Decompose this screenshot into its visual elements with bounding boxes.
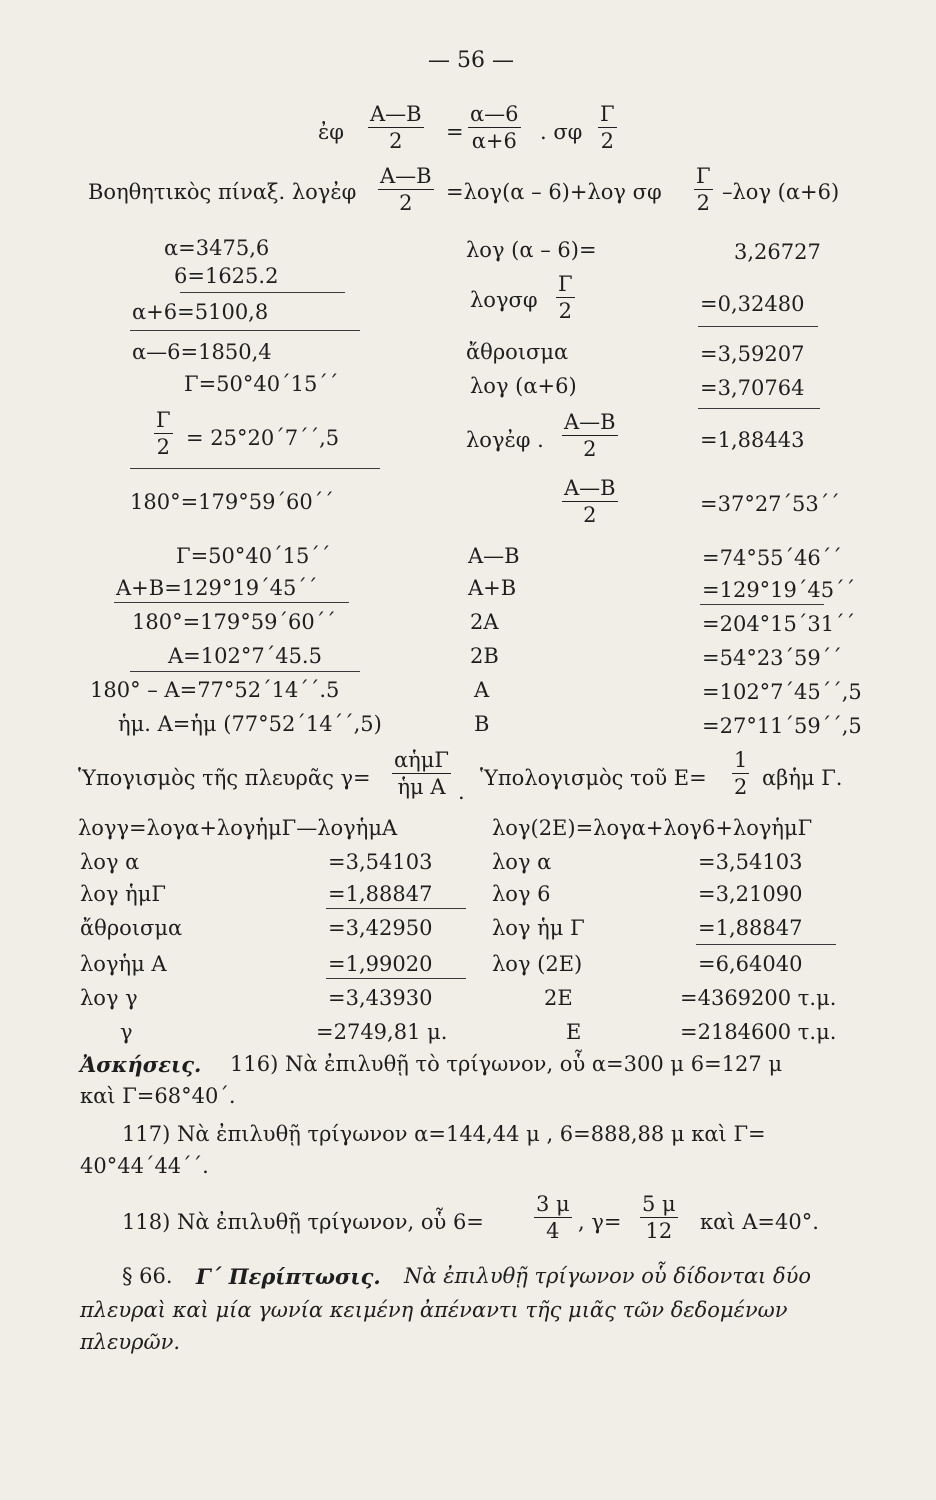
b2-right-2: =204°15΄31΄΄ (702, 612, 856, 636)
fraction-numerator: Γ (696, 164, 711, 188)
formula-lhs-prefix: ἐφ (318, 120, 344, 144)
exercise-118-prefix: 118) Νὰ ἐπιλυθῇ τρίγωνον, οὗ 6= (122, 1210, 484, 1234)
fraction-denominator: 2 (600, 129, 614, 153)
formula-lhs-fraction (368, 104, 424, 152)
side-left-fraction (392, 750, 451, 798)
aux-suffix: –λογ (α+6) (722, 180, 840, 204)
b1-right-2: =3,59207 (700, 342, 805, 366)
side-left-post: . (458, 780, 465, 804)
b2-right-4: =102°7΄45΄΄,5 (702, 680, 862, 704)
exercise-118-mid: , γ= (578, 1210, 622, 1234)
aux-mid: =λογ(α – 6)+λογ σφ (446, 180, 662, 204)
exercise-117-line2: 40°44΄44΄΄. (80, 1154, 209, 1178)
fraction-denominator: 4 (546, 1219, 560, 1243)
b1-left-0: α=3475,6 (164, 236, 270, 260)
fraction-numerator: Γ (156, 408, 171, 432)
b1-ab-result-fraction (562, 478, 618, 526)
fraction-denominator: 2 (696, 191, 710, 215)
b3-right-label-1: λογ 6 (492, 882, 551, 906)
b3-left-label-4: λογ γ (80, 986, 138, 1010)
formula-equals: = (446, 120, 464, 144)
section-line2: πλευραὶ καὶ μία γωνία κειμένη ἀπέναντι τῆς μιᾶς τῶν δεδομένων (80, 1298, 788, 1322)
b1-mid-3: λογ (α+6) (470, 374, 577, 398)
section-line3: πλευρῶν. (80, 1330, 181, 1354)
section-line1: Νὰ ἐπιλυθῇ τρίγωνον οὗ δίδονται δύο (404, 1264, 812, 1288)
b1-left-1: 6=1625.2 (174, 264, 279, 288)
side-right-fraction (732, 750, 749, 798)
b3-left-label-5: γ (120, 1020, 133, 1044)
b3-rule-1 (326, 908, 466, 909)
fraction-numerator: Γ (558, 272, 573, 296)
exercise-116-line1: 116) Νὰ ἐπιλυθῇ τὸ τρίγωνον, οὗ α=300 μ 6=127 μ (230, 1052, 783, 1076)
b3-right-label-4: 2E (544, 986, 573, 1010)
b1-rule-1 (180, 292, 345, 293)
fraction-numerator: A—B (564, 476, 616, 500)
b3-left-value-0: =3,54103 (328, 850, 433, 874)
b1-left-6: 180°=179°59΄60΄΄ (130, 490, 334, 514)
formula-rhs-fraction (598, 104, 617, 152)
b2-mid-1: A+B (468, 576, 517, 600)
b3-left-label-1: λογ ἡμΓ (80, 882, 166, 906)
b1-right-5: =37°27΄53΄΄ (700, 492, 840, 516)
b1-right-0: 3,26727 (734, 240, 821, 264)
b1-left-4: Γ=50°40΄15΄΄ (184, 372, 339, 396)
fraction-denominator: 2 (389, 129, 403, 153)
page-number: — 56 — (428, 48, 514, 73)
aux-fraction-ab (378, 166, 434, 214)
b2-mid-0: A—B (468, 544, 520, 568)
b3-right-label-2: λογ ἡμ Γ (492, 916, 585, 940)
b2-left-0: Γ=50°40΄15΄΄ (176, 544, 331, 568)
b1-right-1: =0,32480 (700, 292, 805, 316)
fraction-denominator: 12 (645, 1219, 673, 1243)
b1-half-gamma-fraction (154, 410, 173, 458)
b3-right-value-5: =2184600 τ.μ. (680, 1020, 837, 1044)
b3-right-value-2: =1,88847 (698, 916, 803, 940)
b2-right-0: =74°55΄46΄΄ (702, 546, 842, 570)
b2-mid-5: B (474, 712, 490, 736)
b2-left-4: 180° – A=77°52΄14΄΄.5 (90, 678, 340, 702)
b2-left-2: 180°=179°59΄60΄΄ (132, 610, 336, 634)
b1-left-5: = 25°20΄7΄΄,5 (186, 426, 340, 450)
fraction-denominator: 2 (583, 503, 597, 527)
b3-right-value-0: =3,54103 (698, 850, 803, 874)
fraction-numerator: A—B (564, 410, 616, 434)
b3-left-value-2: =3,42950 (328, 916, 433, 940)
b1-rule-3 (130, 468, 380, 469)
b3-rule-3 (696, 944, 836, 945)
b3-left-label-0: λογ α (80, 850, 140, 874)
b1-mid-1: λογσφ (470, 288, 538, 312)
b3-left-value-4: =3,43930 (328, 986, 433, 1010)
exercises-heading: Ἀσκήσεις. (80, 1052, 202, 1077)
b3-rule-2 (326, 978, 466, 979)
fraction-numerator: Γ (600, 102, 615, 126)
b2-mid-2: 2A (470, 610, 499, 634)
b1-mid-gamma-fraction (556, 274, 575, 322)
fraction-denominator: 2 (558, 299, 572, 323)
b1-left-2: α+6=5100,8 (132, 300, 269, 324)
fraction-numerator: A—B (380, 164, 432, 188)
b3-left-label-2: ἄθροισμα (80, 916, 183, 940)
b1-rule-2 (130, 330, 360, 331)
section-label: § 66. (122, 1264, 173, 1288)
exercise-117-line1: 117) Νὰ ἐπιλυθῇ τρίγωνον α=144,44 μ , 6=888,88 μ καὶ Γ= (122, 1122, 766, 1146)
b2-rule-3 (700, 604, 824, 605)
b2-rule-1 (114, 602, 349, 603)
b3-left-value-1: =1,88847 (328, 882, 433, 906)
formula-mid-post: . σφ (540, 120, 583, 144)
b1-mid-4: λογἐφ . (466, 428, 544, 452)
fraction-denominator: 2 (583, 437, 597, 461)
section-title: Γ΄ Περίπτωσις. (196, 1264, 381, 1289)
fraction-numerator: 1 (734, 748, 748, 772)
b1-left-3: α—6=1850,4 (132, 340, 272, 364)
fraction-denominator: ἡμ A (397, 775, 446, 799)
b1-mid-ab-fraction (562, 412, 618, 460)
b2-left-5: ἡμ. A=ἡμ (77°52΄14΄΄,5) (118, 712, 382, 736)
fraction-denominator: α+6 (471, 129, 517, 153)
side-right-heading: Ὑπολογισμὸς τοῦ E= (480, 766, 707, 790)
exercise-116-line2: καὶ Γ=68°40΄. (80, 1084, 236, 1108)
b2-rule-2 (130, 671, 360, 672)
fraction-denominator: 2 (156, 435, 170, 459)
b3-left-label-3: λογἡμ A (80, 952, 167, 976)
b3-left-formula: λογγ=λογα+λογἡμΓ—λογἡμA (78, 816, 398, 840)
b2-right-3: =54°23΄59΄΄ (702, 646, 842, 670)
b3-right-label-0: λογ α (492, 850, 552, 874)
exercise-118-post: καὶ A=40°. (700, 1210, 819, 1234)
b3-left-value-3: =1,99020 (328, 952, 433, 976)
b1-mid-2: ἄθροισμα (466, 340, 569, 364)
b3-right-label-3: λογ (2E) (492, 952, 583, 976)
fraction-numerator: α—6 (470, 102, 519, 126)
side-left-heading: Ὑπογισμὸς τῆς πλευρᾶς γ= (78, 766, 371, 790)
fraction-denominator: 2 (734, 775, 748, 799)
exercise-118-fraction-b (534, 1194, 572, 1242)
fraction-numerator: A—B (370, 102, 422, 126)
formula-mid-fraction (468, 104, 521, 152)
b2-left-3: A=102°7΄45.5 (168, 644, 322, 668)
b1-rule-5 (698, 408, 820, 409)
b3-right-value-3: =6,64040 (698, 952, 803, 976)
fraction-numerator: 3 μ (536, 1192, 570, 1216)
b2-right-1: =129°19΄45΄΄ (702, 578, 856, 602)
b1-right-3: =3,70764 (700, 376, 805, 400)
side-right-post: αβἡμ Γ. (762, 766, 843, 790)
aux-fraction-g (694, 166, 713, 214)
b2-right-5: =27°11΄59΄΄,5 (702, 714, 862, 738)
b2-left-1: A+B=129°19΄45΄΄ (116, 576, 318, 600)
b1-mid-0: λογ (α – 6)= (466, 238, 597, 262)
b1-rule-4 (698, 326, 818, 327)
b2-mid-3: 2B (470, 644, 499, 668)
aux-prefix: Βοηθητικὸς πίναξ. λογἐφ (88, 180, 357, 204)
b3-left-value-5: =2749,81 μ. (316, 1020, 448, 1044)
exercise-118-fraction-c (640, 1194, 678, 1242)
b3-right-value-1: =3,21090 (698, 882, 803, 906)
fraction-numerator: αἡμΓ (394, 748, 449, 772)
fraction-numerator: 5 μ (642, 1192, 676, 1216)
b3-right-formula: λογ(2E)=λογα+λογ6+λογἡμΓ (492, 816, 813, 840)
b1-right-4: =1,88443 (700, 428, 805, 452)
b2-mid-4: A (474, 678, 490, 702)
b3-right-value-4: =4369200 τ.μ. (680, 986, 837, 1010)
fraction-denominator: 2 (399, 191, 413, 215)
b3-right-label-5: E (566, 1020, 582, 1044)
